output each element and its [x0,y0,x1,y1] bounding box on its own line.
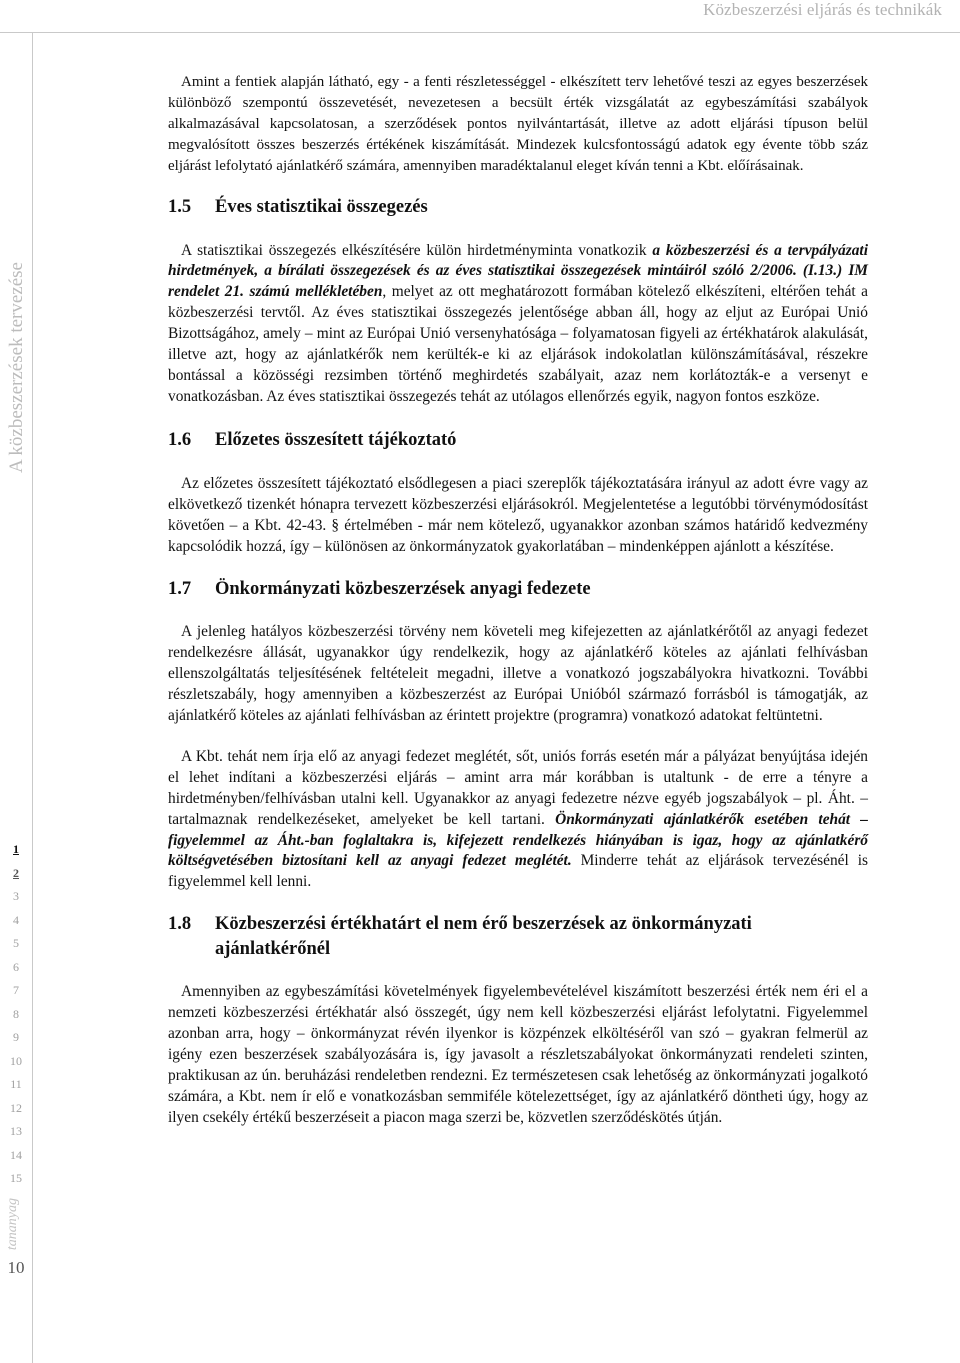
section-1-7-paragraph-1: A jelenleg hatályos közbeszerzési törvény nem követeli meg kifejezetten az ajánlatkérőtől az anyagi fedezet rendelkezésre állását, ugyanakkor úgy rendelkezik, hogy az ajánlatkérő köteles az ajánlati felhívásban ellenszolgáltatás teljesítésének feltételeit megadni, illetve a vonatkozó jogszabályokra hivatkozni. További részletszabály, hogy amennyiben a közbeszerzést az Európai Unióból származó forrásból is támogatják, az ajánlatkérő köteles az ajánlati felhívásban az érintett projektre (programra) vonatkozó adatokat feltüntetni. [168,623,868,725]
section-number: 1.8 [168,914,192,935]
page-content [168,72,868,1129]
section-number: 1.6 [168,429,192,450]
chapter-nav-item[interactable]: 15 [10,1171,22,1185]
legal-reference: a közbeszerzési és a tervpályázati hirdetmények, a bírálati összegezések és az éves statisztikai összegezések mintáiról szóló 2/2006. (I.13.) IM rendelet 21. számú mellékletében [168,241,868,301]
chapter-nav-item[interactable]: 13 [10,1124,22,1138]
section-1-5-paragraph [168,241,868,408]
chapter-nav-item[interactable]: 8 [13,1006,19,1021]
chapter-nav-item[interactable]: 10 [10,1053,22,1068]
emphasis-text: Önkormányzati ajánlatkérők esetében tehát – figyelemmel az Áht.-ban foglaltakra is, kifejezett rendelkezés hiányában is igaz, hogy az ajánlatkérő költségvetésében biztosítani kell az anyagi fedezet meglétét. [168,810,869,870]
chapter-nav-item[interactable]: 11 [10,1077,22,1091]
side-title: A közbeszerzések tervezése [6,262,27,473]
section-number: 1.5 [168,196,192,217]
section-number: 1.7 [168,579,192,600]
section-1-8-paragraph: Amennyiben az egybeszámítási követelmények figyelembevételével kiszámított beszerzési érték nem éri el a nemzeti közbeszerzési értékhatár alsó összegét, úgy nem kell közbeszerzési eljárást lefolytatni. Figyelemmel azonban arra, hogy – önkormányzat révén ilyenkor is közpénzek elköltéséről van szó – gyakran felmerül az igény ezen beszerzések szabályozására is, így javasolt a részletszabályokat önkormányzati rendeleti szinten, praktikusan az ún. beruházási rendeletben rendezni. Ez természetesen csak lehetőség az önkormányzati jogalkotó számára, a Kbt. nem ír elő e vonatkozásban semmiféle kötelezettséget, így az ajánlatkérő döntheti úgy, hogy az ilyen csekély értékű beszerzéseit a piacon maga szerzi be, közvetlen szerződéskötés útján. [168,983,868,1126]
section-title: Közbeszerzési értékhatárt el nem érő beszerzések az önkormányzati ajánlatkérőnél [215,914,752,960]
chapter-nav-item[interactable]: 6 [13,959,19,974]
running-header: Közbeszerzési eljárás és technikák [703,0,942,19]
side-rule [32,32,33,1363]
chapter-nav-item[interactable]: 5 [13,936,19,950]
chapter-nav-item[interactable]: 4 [13,912,19,927]
section-heading-1-5 [168,195,868,220]
section-heading-1-7 [168,577,868,602]
text-run: A statisztikai összegezés elkészítésére külön hirdetményminta vonatkozik [181,241,653,259]
section-heading-1-8 [168,912,868,962]
chapter-nav-item[interactable]: 12 [10,1100,22,1115]
section-heading-1-6 [168,428,868,453]
chapter-nav-item[interactable]: 7 [13,983,19,997]
side-footer: tananyag [5,1198,20,1251]
section-title: Éves statisztikai összegezés [215,196,428,217]
section-1-6-paragraph: Az előzetes összesített tájékoztató elsődlegesen a piaci szereplők tájékoztatására irányul az adott évre vagy az elkövetkező tizenkét hónapra tervezett közbeszerzési eljárásokról. Megjelentetése a legutóbbi törvénymódosítást követően – a Kbt. 42-43. § értelmében - már nem kötelező, ugyanakkor azonban számos határidő kedvezmény kapcsolódik hozzá, így – különösen az önkormányzatok gyakorlatában – mindenképpen ajánlott a készítése. [168,474,868,555]
text-run: A Kbt. tehát nem írja elő az anyagi fedezet meglétét, sőt, uniós forrás esetén már a pályázat benyújtása idején el lehet indítani a közbeszerzési eljárás – amint arra már korábban is utaltunk - de erre a tényre a hirdetményben/felhívásban utalni kell. Ugyanakkor az anyagi fedezetre nézve egyéb jogszabályok – pl. Áht. – tartalmaznak rendelkezéseket, amelyeket be kell tartani. [168,747,868,828]
section-1-7-paragraph-2 [168,747,868,893]
page-number: 10 [7,1258,25,1277]
header-rule [0,32,960,33]
chapter-nav-item[interactable]: 3 [13,889,19,903]
text-run: Minderre tehát az eljárások tervezésénél is figyelemmel kell lenni. [168,852,868,891]
text-run: , melyet az ott meghatározott formában kötelező elkészíteni, eltérően tehát a közbeszerzési tervtől. Az éves statisztikai összegezés jelentősége abban áll, hogy az eljut az Európai Unió Bizottságához, amely – mint az Európai Unió versenyhatósága – folyamatosan figyeli az értékhatárok alakulását, illetve azt, hogy az ajánlatkérők nem kerülték-e ki az eljárások indokolatlan különszámításával, részekre bontással a közösségi rezsimben történő meghirdetés szabályait, azaz nem korlátozták-e a versenyt e vonatkozásban. Az éves statisztikai összegezés tehát az utólagos ellenőrzés egyik, nagyon fontos eszköze. [168,283,868,405]
chapter-nav [0,838,32,1191]
chapter-nav-item[interactable]: 9 [13,1030,19,1044]
chapter-nav-item[interactable]: 2 [13,865,19,880]
section-title: Önkormányzati közbeszerzések anyagi fedezete [215,579,591,600]
intro-paragraph: Amint a fentiek alapján látható, egy - a fenti részletességgel - elkészített terv lehetővé teszi az egyes beszerzések különböző szempontú összevetését, nevezetesen a becsült érték vizsgálatát az egybeszámítási szabályok alkalmazásával kapcsolatosan, a szerződések pontos nyilvántartását, illetve az adott eljárási típuson belül megvalósított összes beszerzés értékének kiszámítását. Mindezek kulcsfontosságú adatok egy évente több száz eljárást lefolytató ajánlatkérő számára, amennyiben maradéktalanul eleget kíván tenni a Kbt. előírásainak. [168,74,868,174]
chapter-nav-item[interactable]: 14 [10,1147,22,1162]
chapter-nav-item[interactable]: 1 [13,842,19,856]
section-title: Előzetes összesített tájékoztató [215,429,457,450]
